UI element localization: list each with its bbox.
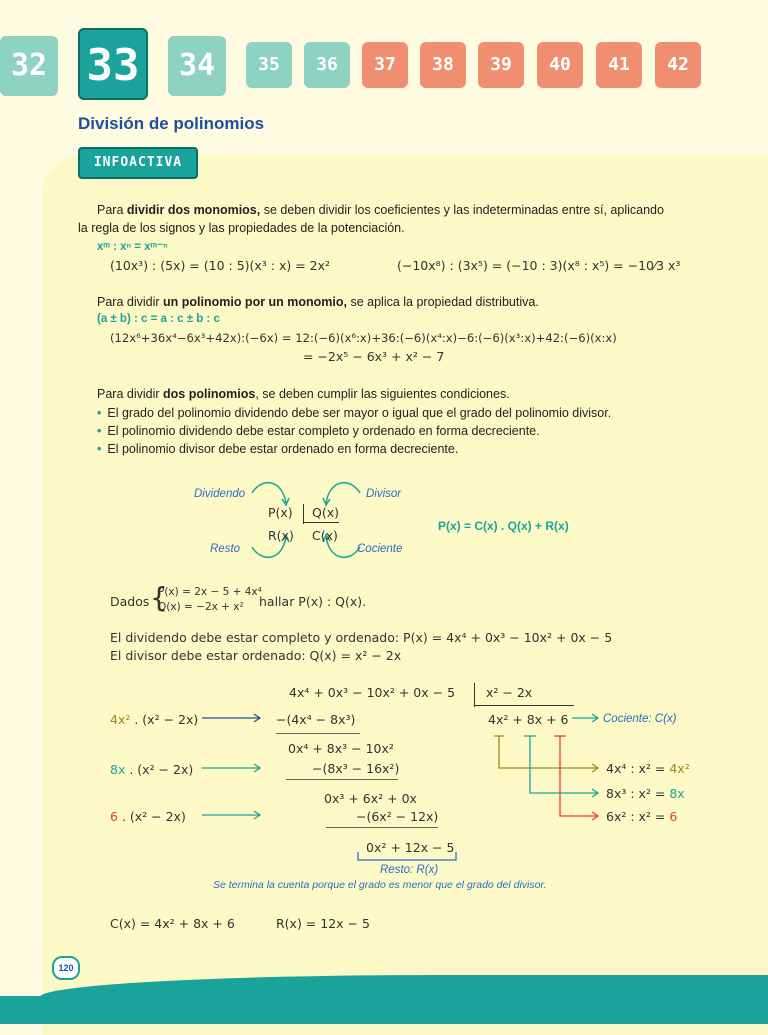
s1-example-1: (10x³) : (5x) = (10 : 5)(x³ : x) = 2x²	[110, 258, 331, 273]
chapter-tab-36[interactable]: 36	[304, 42, 350, 88]
step2-subtrahend: −(8x³ − 16x²)	[312, 761, 400, 776]
qx-def: Q(x) = −2x + x²	[158, 601, 244, 613]
resto-label: Resto: R(x)	[380, 864, 439, 876]
division-divisor: x² − 2x	[486, 685, 533, 700]
cociente-label: Cociente: C(x)	[603, 713, 677, 725]
px-def: P(x) = 2x − 5 + 4x⁴	[158, 586, 262, 598]
s3-bullet-3: • El polinomio divisor debe estar ordenado en forma decreciente.	[97, 442, 458, 456]
division-vline	[474, 683, 475, 707]
step2-remainder: 0x³ + 6x² + 0x	[324, 791, 417, 806]
remainder-bracket	[356, 850, 460, 864]
scheme-vline	[303, 504, 304, 524]
step1-subtrahend: −(4x⁴ − 8x³)	[276, 712, 356, 727]
scheme-c: C(x)	[312, 528, 338, 543]
termination-note: Se termina la cuenta porque el grado es menor que el grado del divisor.	[213, 879, 547, 891]
brace-icon: {	[150, 581, 168, 614]
division-dividend: 4x⁴ + 0x³ − 10x² + 0x − 5	[289, 685, 456, 700]
s2-example-2: = −2x⁵ − 6x³ + x² − 7	[303, 349, 445, 364]
division-quotient: 4x² + 8x + 6	[488, 712, 569, 727]
step2-underline	[286, 779, 398, 780]
quotient-connectors	[490, 730, 610, 830]
calc-1: 4x⁴ : x² = 4x²	[606, 761, 690, 776]
page-number: 120	[52, 956, 80, 980]
s2-paragraph: Para dividir un polinomio por un monomio, se aplica la propiedad distributiva.	[97, 295, 539, 309]
chapter-tab-39[interactable]: 39	[478, 42, 524, 88]
s1-paragraph-line2: la regla de los signos y las propiedades de la potenciación.	[78, 221, 405, 235]
label-cociente: Cociente	[357, 543, 403, 555]
chapter-tab-33[interactable]: 33	[78, 28, 148, 100]
s1-rule: xᵐ : xⁿ = xᵐ⁻ⁿ	[97, 241, 168, 253]
label-resto: Resto	[210, 543, 241, 555]
step-arrows	[200, 700, 280, 830]
scheme-hline	[303, 522, 339, 523]
example-line-1: El dividendo debe estar completo y ordenado: P(x) = 4x⁴ + 0x³ − 10x² + 0x − 5	[110, 630, 613, 645]
result-cx: C(x) = 4x² + 8x + 6	[110, 916, 235, 931]
calc-3: 6x² : x² = 6	[606, 809, 678, 824]
s1-example-2: (−10x⁸) : (3x⁵) = (−10 : 3)(x⁸ : x⁵) = −10⁄3 x³	[397, 258, 681, 273]
chapter-tab-37[interactable]: 37	[362, 42, 408, 88]
s1-paragraph: Para dividir dos monomios, se deben dividir los coeficientes y las indeterminadas entre sí, aplicando	[97, 203, 664, 217]
step1-multiplier: 4x² . (x² − 2x)	[110, 712, 199, 727]
s3-bullet-1: • El grado del polinomio dividendo debe ser mayor o igual que el grado del polinomio divisor.	[97, 406, 611, 420]
scheme-formula: P(x) = C(x) . Q(x) + R(x)	[438, 519, 569, 533]
chapter-tab-34[interactable]: 34	[168, 36, 226, 96]
s3-bullet-2: • El polinomio dividendo debe estar completo y ordenado en forma decreciente.	[97, 424, 540, 438]
s3-paragraph: Para dividir dos polinomios, se deben cumplir las siguientes condiciones.	[97, 387, 510, 401]
label-divisor: Divisor	[366, 488, 402, 500]
bottom-band	[0, 996, 768, 1024]
step1-remainder: 0x⁴ + 8x³ − 10x²	[288, 741, 394, 756]
label-dividendo: Dividendo	[194, 488, 246, 500]
scheme-q: Q(x)	[312, 505, 339, 520]
step3-multiplier: 6 . (x² − 2x)	[110, 809, 186, 824]
example-line-2: El divisor debe estar ordenado: Q(x) = x² − 2x	[110, 648, 402, 663]
chapter-tab-32[interactable]: 32	[0, 36, 58, 96]
s2-rule: (a ± b) : c = a : c ± b : c	[97, 313, 220, 325]
chapter-tab-42[interactable]: 42	[655, 42, 701, 88]
infoactiva-badge: INFOACTIVA	[78, 147, 198, 179]
chapter-tab-40[interactable]: 40	[537, 42, 583, 88]
step1-underline	[276, 733, 360, 734]
division-hline	[474, 705, 574, 706]
s2-example-1: (12x⁶+36x⁴−6x³+42x):(−6x) = 12:(−6)(x⁶:x)+36:(−6)(x⁴:x)−6:(−6)(x³:x)+42:(−6)(x:x)	[110, 331, 617, 345]
step2-multiplier: 8x . (x² − 2x)	[110, 762, 194, 777]
chapter-tab-38[interactable]: 38	[420, 42, 466, 88]
division-remainder: 0x² + 12x − 5	[366, 840, 455, 855]
chapter-tab-35[interactable]: 35	[246, 42, 292, 88]
calc-2: 8x³ : x² = 8x	[606, 786, 685, 801]
step3-underline	[326, 827, 438, 828]
scheme-r: R(x)	[268, 528, 294, 543]
step3-subtrahend: −(6x² − 12x)	[356, 809, 439, 824]
cociente-arrow-icon	[570, 710, 604, 726]
chapter-tab-41[interactable]: 41	[596, 42, 642, 88]
result-rx: R(x) = 12x − 5	[276, 916, 370, 931]
scheme-p: P(x)	[268, 505, 293, 520]
page-title: División de polinomios	[78, 114, 265, 133]
dados-label: Dados	[110, 594, 150, 609]
hallar-text: hallar P(x) : Q(x).	[259, 594, 367, 609]
